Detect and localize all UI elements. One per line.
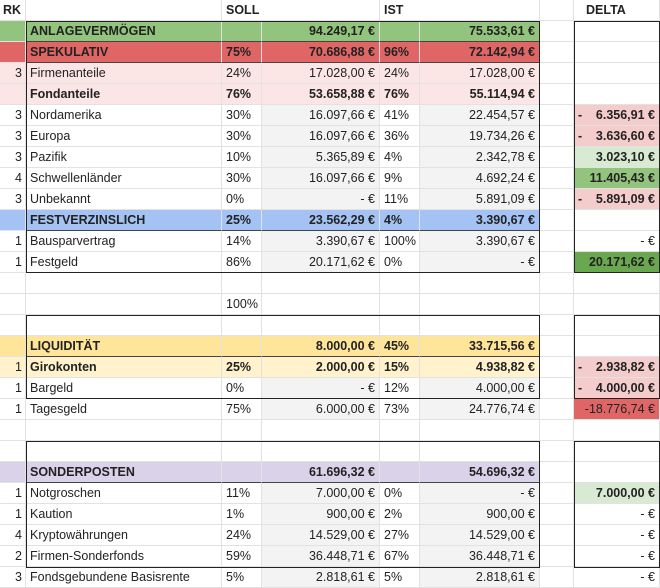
- soll-pct-cell[interactable]: 76%: [222, 84, 262, 105]
- ist-value-cell[interactable]: [420, 420, 540, 441]
- soll-value-cell[interactable]: 36.448,71 €: [262, 546, 380, 567]
- soll-pct-cell[interactable]: 24%: [222, 525, 262, 546]
- delta-cell[interactable]: [574, 21, 660, 42]
- delta-cell[interactable]: [574, 399, 660, 420]
- ist-pct-cell[interactable]: 5%: [380, 567, 420, 588]
- gap-cell[interactable]: [540, 357, 574, 378]
- table-row: [0, 294, 660, 315]
- ist-value-cell[interactable]: 55.114,94 €: [420, 84, 540, 105]
- gap-cell[interactable]: [540, 189, 574, 210]
- ist-value-cell[interactable]: - €: [420, 252, 540, 273]
- name-cell[interactable]: Girokonten: [26, 357, 222, 378]
- soll-value-cell[interactable]: 16.097,66 €: [262, 105, 380, 126]
- rk-cell[interactable]: [0, 441, 26, 462]
- table-row: [0, 42, 660, 63]
- ist-value-cell[interactable]: 900,00 €: [420, 504, 540, 525]
- table-row: [0, 189, 660, 210]
- delta-sign: -: [578, 360, 583, 374]
- ist-pct-cell[interactable]: 45%: [380, 336, 420, 357]
- rk-cell[interactable]: [0, 462, 26, 483]
- gap-cell[interactable]: [540, 525, 574, 546]
- rk-cell[interactable]: 1: [0, 378, 26, 399]
- ist-pct-cell[interactable]: [380, 273, 420, 294]
- rk-cell[interactable]: 3: [0, 105, 26, 126]
- name-cell[interactable]: [26, 294, 222, 315]
- soll-value-cell[interactable]: 14.529,00 €: [262, 525, 380, 546]
- rk-cell[interactable]: 1: [0, 483, 26, 504]
- soll-pct-cell[interactable]: 75%: [222, 42, 262, 63]
- name-cell[interactable]: Notgroschen: [26, 483, 222, 504]
- gap-cell[interactable]: [540, 147, 574, 168]
- gap-cell[interactable]: [540, 441, 574, 462]
- empty-row: [0, 420, 660, 441]
- name-cell[interactable]: Kryptowährungen: [26, 525, 222, 546]
- soll-pct-cell[interactable]: [222, 336, 262, 357]
- ist-pct-cell[interactable]: [380, 441, 420, 462]
- delta-cell[interactable]: [574, 525, 660, 546]
- soll-value-cell[interactable]: [262, 294, 380, 315]
- soll-value-cell[interactable]: 23.562,29 €: [262, 210, 380, 231]
- gap-cell[interactable]: [540, 420, 574, 441]
- gap-cell[interactable]: [540, 504, 574, 525]
- delta-cell[interactable]: [574, 105, 660, 126]
- ist-value-cell[interactable]: 14.529,00 €: [420, 525, 540, 546]
- delta-cell[interactable]: [574, 189, 660, 210]
- delta-cell[interactable]: [574, 567, 660, 588]
- ist-value-cell[interactable]: 2.818,61 €: [420, 567, 540, 588]
- gap-cell[interactable]: [540, 294, 574, 315]
- table-row: [0, 168, 660, 189]
- name-cell[interactable]: ANLAGEVERMÖGEN: [26, 21, 222, 42]
- ist-pct-cell[interactable]: 4%: [380, 210, 420, 231]
- ist-pct-cell[interactable]: [380, 294, 420, 315]
- delta-cell[interactable]: [574, 168, 660, 189]
- ist-value-cell[interactable]: [420, 441, 540, 462]
- header-soll[interactable]: SOLL: [222, 0, 380, 21]
- soll-pct-cell[interactable]: 30%: [222, 126, 262, 147]
- ist-value-cell[interactable]: 4.692,24 €: [420, 168, 540, 189]
- soll-value-cell[interactable]: 2.818,61 €: [262, 567, 380, 588]
- ist-pct-cell[interactable]: 73%: [380, 399, 420, 420]
- ist-value-cell[interactable]: [420, 273, 540, 294]
- table-row: [0, 252, 660, 273]
- name-cell[interactable]: Schwellenländer: [26, 168, 222, 189]
- delta-sign: -: [578, 108, 583, 122]
- delta-cell[interactable]: [574, 210, 660, 231]
- ist-pct-cell[interactable]: 15%: [380, 357, 420, 378]
- soll-value-cell[interactable]: 6.000,00 €: [262, 399, 380, 420]
- soll-pct-cell[interactable]: 25%: [222, 357, 262, 378]
- delta-cell[interactable]: [574, 294, 660, 315]
- gap-cell[interactable]: [540, 210, 574, 231]
- table-row: [0, 462, 660, 483]
- soll-value-cell[interactable]: - €: [262, 378, 380, 399]
- table-row: [0, 147, 660, 168]
- gap-cell[interactable]: [540, 168, 574, 189]
- gap-cell[interactable]: [540, 399, 574, 420]
- soll-value-cell[interactable]: 900,00 €: [262, 504, 380, 525]
- table-row: [0, 546, 660, 567]
- name-cell[interactable]: SPEKULATIV: [26, 42, 222, 63]
- soll-value-cell[interactable]: 20.171,62 €: [262, 252, 380, 273]
- ist-pct-cell[interactable]: [380, 420, 420, 441]
- ist-pct-cell[interactable]: 41%: [380, 105, 420, 126]
- name-cell[interactable]: [26, 273, 222, 294]
- delta-cell[interactable]: [574, 504, 660, 525]
- name-cell[interactable]: Bausparvertrag: [26, 231, 222, 252]
- table-row: [0, 21, 660, 42]
- soll-pct-cell[interactable]: 25%: [222, 210, 262, 231]
- name-cell[interactable]: Pazifik: [26, 147, 222, 168]
- ist-value-cell[interactable]: 4.938,82 €: [420, 357, 540, 378]
- gap-cell[interactable]: [540, 567, 574, 588]
- header-row: [0, 0, 660, 21]
- name-cell[interactable]: LIQUIDITÄT: [26, 336, 222, 357]
- header-delta[interactable]: DELTA: [574, 0, 660, 21]
- delta-cell[interactable]: [574, 420, 660, 441]
- gap-cell[interactable]: [540, 378, 574, 399]
- soll-value-cell[interactable]: 53.658,88 €: [262, 84, 380, 105]
- delta-cell[interactable]: [574, 252, 660, 273]
- rk-cell[interactable]: 1: [0, 231, 26, 252]
- soll-pct-cell[interactable]: 0%: [222, 378, 262, 399]
- name-cell[interactable]: Bargeld: [26, 378, 222, 399]
- delta-cell[interactable]: [574, 378, 660, 399]
- soll-value-cell[interactable]: 2.000,00 €: [262, 357, 380, 378]
- soll-pct-cell[interactable]: 14%: [222, 231, 262, 252]
- ist-pct-cell[interactable]: [380, 462, 420, 483]
- table-row: [0, 483, 660, 504]
- delta-value: 11.405,43 €: [589, 171, 655, 185]
- soll-value-cell[interactable]: 3.390,67 €: [262, 231, 380, 252]
- rk-cell[interactable]: [0, 42, 26, 63]
- ist-value-cell[interactable]: 54.696,32 €: [420, 462, 540, 483]
- soll-pct-cell[interactable]: [222, 315, 262, 336]
- soll-value-cell[interactable]: 16.097,66 €: [262, 168, 380, 189]
- rk-cell[interactable]: [0, 420, 26, 441]
- gap-cell[interactable]: [540, 252, 574, 273]
- soll-value-cell[interactable]: 7.000,00 €: [262, 483, 380, 504]
- table-row: [0, 336, 660, 357]
- ist-value-cell[interactable]: 72.142,94 €: [420, 42, 540, 63]
- rk-cell[interactable]: 3: [0, 126, 26, 147]
- soll-pct-cell[interactable]: 75%: [222, 399, 262, 420]
- delta-value: -18.776,74 €: [584, 402, 655, 416]
- ist-value-cell[interactable]: [420, 294, 540, 315]
- table-row: [0, 399, 660, 420]
- rk-cell[interactable]: [0, 210, 26, 231]
- name-cell[interactable]: SONDERPOSTEN: [26, 462, 222, 483]
- soll-value-cell[interactable]: [262, 273, 380, 294]
- delta-cell[interactable]: [574, 357, 660, 378]
- delta-sign: -: [578, 192, 583, 206]
- table-row: [0, 567, 660, 588]
- soll-pct-cell[interactable]: [222, 273, 262, 294]
- rk-cell[interactable]: 1: [0, 252, 26, 273]
- soll-value-cell[interactable]: 8.000,00 €: [262, 336, 380, 357]
- name-cell[interactable]: Unbekannt: [26, 189, 222, 210]
- table-row: [0, 357, 660, 378]
- ist-value-cell[interactable]: 24.776,74 €: [420, 399, 540, 420]
- ist-pct-cell[interactable]: 0%: [380, 483, 420, 504]
- header-rk[interactable]: RK: [0, 0, 26, 21]
- delta-value: 20.171,62 €: [588, 255, 655, 269]
- soll-pct-cell[interactable]: 86%: [222, 252, 262, 273]
- delta-cell[interactable]: [574, 231, 660, 252]
- delta-cell[interactable]: [574, 273, 660, 294]
- rk-cell[interactable]: [0, 273, 26, 294]
- soll-value-cell[interactable]: 61.696,32 €: [262, 462, 380, 483]
- soll-value-cell[interactable]: - €: [262, 189, 380, 210]
- soll-pct-cell[interactable]: [222, 441, 262, 462]
- ist-value-cell[interactable]: [420, 315, 540, 336]
- delta-cell[interactable]: [574, 546, 660, 567]
- rk-cell[interactable]: 3: [0, 147, 26, 168]
- rk-cell[interactable]: [0, 21, 26, 42]
- delta-value: - €: [640, 570, 655, 584]
- ist-value-cell[interactable]: 3.390,67 €: [420, 210, 540, 231]
- soll-value-cell[interactable]: 17.028,00 €: [262, 63, 380, 84]
- rk-cell[interactable]: 2: [0, 546, 26, 567]
- rk-cell[interactable]: [0, 336, 26, 357]
- empty-row: [0, 441, 660, 462]
- ist-pct-cell[interactable]: 100%: [380, 231, 420, 252]
- delta-cell[interactable]: [574, 315, 660, 336]
- ist-value-cell[interactable]: 75.533,61 €: [420, 21, 540, 42]
- delta-value: 5.891,09 €: [595, 192, 655, 206]
- table-row: [0, 84, 660, 105]
- delta-cell[interactable]: [574, 462, 660, 483]
- name-cell[interactable]: Fondsgebundene Basisrente: [26, 567, 222, 588]
- delta-sign: -: [578, 129, 583, 143]
- rk-cell[interactable]: 3: [0, 63, 26, 84]
- gap-cell[interactable]: [540, 126, 574, 147]
- empty-row: [0, 315, 660, 336]
- soll-value-cell[interactable]: [262, 420, 380, 441]
- soll-value-cell[interactable]: [262, 315, 380, 336]
- rk-cell[interactable]: [0, 84, 26, 105]
- ist-value-cell[interactable]: 2.342,78 €: [420, 147, 540, 168]
- ist-pct-cell[interactable]: 12%: [380, 378, 420, 399]
- delta-cell[interactable]: [574, 42, 660, 63]
- gap-cell[interactable]: [540, 105, 574, 126]
- rk-cell[interactable]: 4: [0, 168, 26, 189]
- delta-value: 3.636,60 €: [595, 129, 655, 143]
- name-cell[interactable]: [26, 420, 222, 441]
- gap-cell[interactable]: [540, 483, 574, 504]
- delta-cell[interactable]: [574, 147, 660, 168]
- table-row: [0, 105, 660, 126]
- soll-pct-cell[interactable]: 11%: [222, 483, 262, 504]
- delta-value: 6.356,91 €: [595, 108, 655, 122]
- soll-pct-cell[interactable]: 10%: [222, 147, 262, 168]
- gap-cell[interactable]: [540, 315, 574, 336]
- soll-pct-cell[interactable]: [222, 21, 262, 42]
- soll-pct-cell[interactable]: 59%: [222, 546, 262, 567]
- header-gap[interactable]: [540, 0, 574, 21]
- rk-cell[interactable]: [0, 294, 26, 315]
- header-name[interactable]: [26, 0, 222, 21]
- name-cell[interactable]: Europa: [26, 126, 222, 147]
- ist-value-cell[interactable]: 17.028,00 €: [420, 63, 540, 84]
- delta-value: 7.000,00 €: [595, 486, 655, 500]
- table-row: [0, 378, 660, 399]
- ist-value-cell[interactable]: 36.448,71 €: [420, 546, 540, 567]
- ist-pct-cell[interactable]: 96%: [380, 42, 420, 63]
- ist-value-cell[interactable]: 22.454,57 €: [420, 105, 540, 126]
- name-cell[interactable]: Fondanteile: [26, 84, 222, 105]
- soll-value-cell[interactable]: 5.365,89 €: [262, 147, 380, 168]
- rk-cell[interactable]: 4: [0, 525, 26, 546]
- soll-pct-cell[interactable]: 0%: [222, 189, 262, 210]
- delta-cell[interactable]: [574, 63, 660, 84]
- header-ist[interactable]: IST: [380, 0, 540, 21]
- soll-value-cell[interactable]: 94.249,17 €: [262, 21, 380, 42]
- ist-pct-cell[interactable]: [380, 21, 420, 42]
- gap-cell[interactable]: [540, 336, 574, 357]
- gap-cell[interactable]: [540, 63, 574, 84]
- ist-pct-cell[interactable]: 9%: [380, 168, 420, 189]
- delta-sign: -: [578, 381, 583, 395]
- table-row: [0, 210, 660, 231]
- delta-value: - €: [640, 528, 655, 542]
- ist-value-cell[interactable]: 19.734,26 €: [420, 126, 540, 147]
- ist-pct-cell[interactable]: 67%: [380, 546, 420, 567]
- soll-pct-cell[interactable]: 30%: [222, 105, 262, 126]
- delta-cell[interactable]: [574, 84, 660, 105]
- name-cell[interactable]: [26, 315, 222, 336]
- gap-cell[interactable]: [540, 42, 574, 63]
- table-row: [0, 231, 660, 252]
- soll-value-cell[interactable]: [262, 441, 380, 462]
- gap-cell[interactable]: [540, 21, 574, 42]
- ist-value-cell[interactable]: 5.891,09 €: [420, 189, 540, 210]
- name-cell[interactable]: Kaution: [26, 504, 222, 525]
- rk-cell[interactable]: [0, 315, 26, 336]
- table-row: [0, 126, 660, 147]
- table-row: [0, 63, 660, 84]
- delta-value: - €: [640, 234, 655, 248]
- ist-value-cell[interactable]: 4.000,00 €: [420, 378, 540, 399]
- delta-value: 4.000,00 €: [595, 381, 655, 395]
- rk-cell[interactable]: 1: [0, 399, 26, 420]
- ist-pct-cell[interactable]: 27%: [380, 525, 420, 546]
- ist-value-cell[interactable]: 3.390,67 €: [420, 231, 540, 252]
- delta-value: 3.023,10 €: [595, 150, 655, 164]
- name-cell[interactable]: Tagesgeld: [26, 399, 222, 420]
- table-row: [0, 504, 660, 525]
- delta-cell[interactable]: [574, 336, 660, 357]
- delta-value: - €: [640, 507, 655, 521]
- rk-cell[interactable]: 3: [0, 567, 26, 588]
- ist-value-cell[interactable]: - €: [420, 483, 540, 504]
- name-cell[interactable]: Festgeld: [26, 252, 222, 273]
- delta-cell[interactable]: [574, 441, 660, 462]
- delta-value: 2.938,82 €: [595, 360, 655, 374]
- name-cell[interactable]: [26, 441, 222, 462]
- rk-cell[interactable]: 1: [0, 504, 26, 525]
- gap-cell[interactable]: [540, 231, 574, 252]
- soll-pct-cell[interactable]: [222, 462, 262, 483]
- delta-value: - €: [640, 549, 655, 563]
- rk-cell[interactable]: 1: [0, 357, 26, 378]
- ist-value-cell[interactable]: 33.715,56 €: [420, 336, 540, 357]
- gap-cell[interactable]: [540, 84, 574, 105]
- soll-value-cell[interactable]: 70.686,88 €: [262, 42, 380, 63]
- soll-pct-cell[interactable]: 1%: [222, 504, 262, 525]
- soll-value-cell[interactable]: 16.097,66 €: [262, 126, 380, 147]
- name-cell[interactable]: Firmen-Sonderfonds: [26, 546, 222, 567]
- table-row: [0, 525, 660, 546]
- name-cell[interactable]: Firmenanteile: [26, 63, 222, 84]
- ist-pct-cell[interactable]: 24%: [380, 63, 420, 84]
- ist-pct-cell[interactable]: 4%: [380, 147, 420, 168]
- ist-pct-cell[interactable]: 0%: [380, 252, 420, 273]
- soll-pct-cell[interactable]: [222, 420, 262, 441]
- name-cell[interactable]: FESTVERZINSLICH: [26, 210, 222, 231]
- rk-cell[interactable]: 3: [0, 189, 26, 210]
- ist-pct-cell[interactable]: 11%: [380, 189, 420, 210]
- ist-pct-cell[interactable]: 2%: [380, 504, 420, 525]
- ist-pct-cell[interactable]: 76%: [380, 84, 420, 105]
- name-cell[interactable]: Nordamerika: [26, 105, 222, 126]
- ist-pct-cell[interactable]: [380, 315, 420, 336]
- delta-cell[interactable]: [574, 483, 660, 504]
- soll-pct-cell[interactable]: 24%: [222, 63, 262, 84]
- soll-pct-cell[interactable]: 5%: [222, 567, 262, 588]
- gap-cell[interactable]: [540, 273, 574, 294]
- ist-pct-cell[interactable]: 36%: [380, 126, 420, 147]
- gap-cell[interactable]: [540, 546, 574, 567]
- delta-cell[interactable]: [574, 126, 660, 147]
- gap-cell[interactable]: [540, 462, 574, 483]
- empty-row: [0, 273, 660, 294]
- soll-pct-cell[interactable]: 30%: [222, 168, 262, 189]
- soll-pct-cell[interactable]: 100%: [222, 294, 262, 315]
